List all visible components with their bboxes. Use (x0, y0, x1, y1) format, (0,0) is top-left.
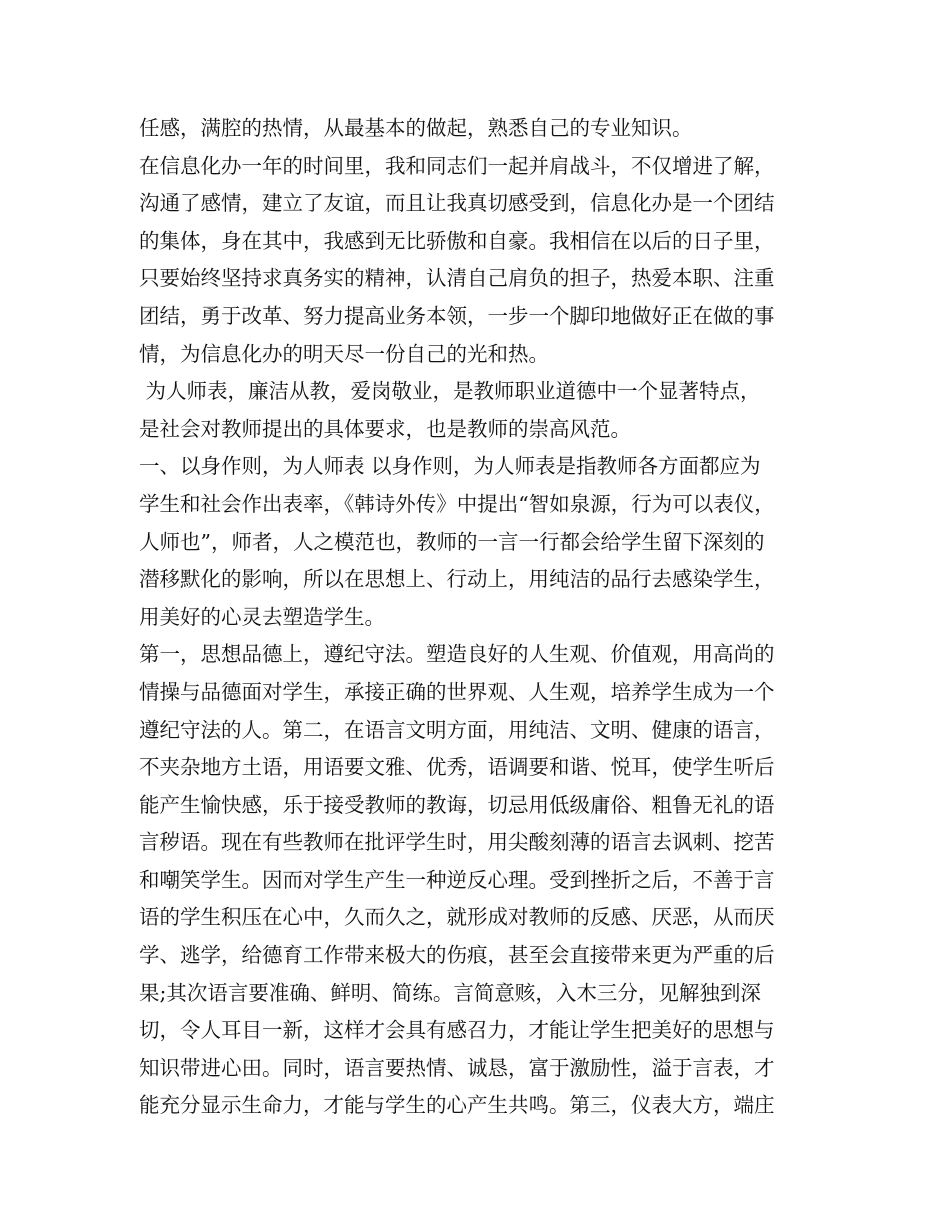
text-line: 切，令人耳目一新，这样才会具有感召力，才能让学生把美好的思想与 (139, 1018, 775, 1043)
text-line: 用美好的心灵去塑造学生。 (139, 604, 385, 629)
text-line: 情操与品德面对学生，承接正确的世界观、人生观，培养学生成为一个 (139, 679, 775, 704)
text-line: 和嘲笑学生。因而对学生产生一种逆反心理。受到挫折之后，不善于言 (139, 867, 775, 892)
text-line: 能产生愉快感，乐于接受教师的教诲，切忌用低级庸俗、粗鲁无礼的语 (139, 792, 775, 817)
text-line: 不夹杂地方土语，用语要文雅、优秀，语调要和谐、悦耳，使学生听后 (139, 755, 775, 780)
text-line: 任感，满腔的热情，从最基本的做起，熟悉自己的专业知识。 (139, 116, 693, 140)
text-line: 一、以身作则，为人师表 以身作则，为人师表是指教师各方面都应为 (139, 454, 761, 479)
text-line: 沟通了感情，建立了友谊，而且让我真切感受到，信息化办是一个团结 (139, 191, 775, 216)
text-line: 第一，思想品德上，遵纪守法。塑造良好的人生观、价值观，用高尚的 (139, 642, 775, 667)
text-line: 语的学生积压在心中，久而久之，就形成对教师的反感、厌恶，从而厌 (139, 905, 775, 930)
text-line: 团结，勇于改革、努力提高业务本领，一步一个脚印地做好正在做的事 (139, 303, 775, 328)
text-line: 为人师表，廉洁从教，爱岗敬业，是教师职业道德中一个显著特点， (139, 379, 761, 404)
text-line: 是社会对教师提出的具体要求，也是教师的崇高风范。 (139, 416, 631, 441)
body-text (139, 110, 829, 1125)
text-line: 言秽语。现在有些教师在批评学生时，用尖酸刻薄的语言去讽刺、挖苦 (139, 830, 775, 855)
text-line: 的集体，身在其中，我感到无比骄傲和自豪。我相信在以后的日子里， (139, 228, 775, 253)
text-line: 能充分显示生命力，才能与学生的心产生共鸣。第三，仪表大方，端庄 (139, 1093, 775, 1118)
text-line: 在信息化办一年的时间里，我和同志们一起并肩战斗，不仅增进了解， (139, 153, 775, 178)
text-line: 果;其次语言要准确、鲜明、简练。言简意赅，入木三分，见解独到深 (139, 980, 761, 1005)
text-line: 学生和社会作出表率，《韩诗外传》中提出“智如泉源，行为可以表仪， (139, 491, 775, 516)
text-line: 潜移默化的影响，所以在思想上、行动上，用纯洁的品行去感染学生， (139, 567, 775, 592)
text-line: 人师也”，师者，人之模范也，教师的一言一行都会给学生留下深刻的 (139, 529, 765, 554)
text-line: 遵纪守法的人。第二，在语言文明方面，用纯洁、文明、健康的语言， (139, 717, 775, 742)
text-line: 知识带进心田。同时，语言要热情、诚恳，富于激励性，溢于言表，才 (139, 1055, 775, 1080)
text-line: 学、逃学，给德育工作带来极大的伤痕，甚至会直接带来更为严重的后 (139, 943, 775, 968)
text-line: 情，为信息化办的明天尽一份自己的光和热。 (139, 341, 549, 366)
text-line: 只要始终坚持求真务实的精神，认清自己肩负的担子，热爱本职、注重 (139, 266, 775, 291)
